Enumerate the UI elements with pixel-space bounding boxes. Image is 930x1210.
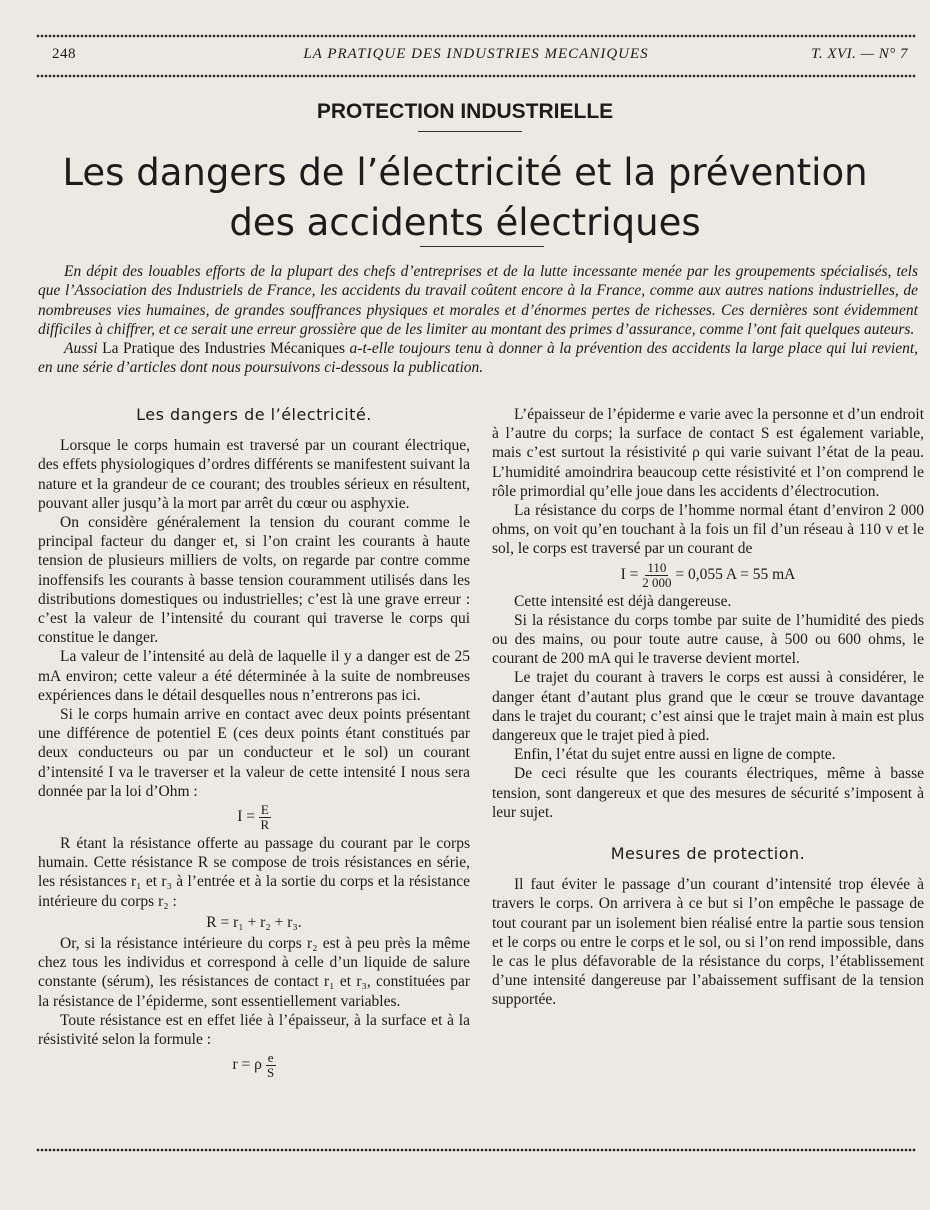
right-paragraph: L’épaisseur de l’épiderme e varie avec la personne et d’un endroit à l’autre du corps; la surface de contact S est également variable, mais c’est surtout la résistivité ρ qui varie suivant l’état de la peau. L’humidité amoindrira beaucoup cette résistivité et l’on comprend le rôle primordial qu’elle joue dans les accidents d’électrocution. (492, 406, 924, 500)
denominator: 2 000 (642, 574, 672, 590)
header-dotted-rule (36, 74, 916, 78)
numerator: e (267, 1050, 274, 1066)
running-header (36, 46, 916, 68)
section-label: PROTECTION INDUSTRIELLE (316, 100, 614, 123)
left-paragraph: Si le corps humain arrive en contact avec deux points présentant une différence de potentiel E (ces deux points étant constitués par deux conducteurs ou par un conducteur et le sol) un courant d’intensité I va le traverser et la valeur de cette intensité I nous sera donnée par la loi d’Ohm : (38, 706, 470, 800)
numerator: E (260, 802, 269, 818)
resistivity-formula (38, 1051, 470, 1080)
title-line-1: Les dangers de l’électricité et la prévention (62, 151, 868, 194)
title-underline (420, 246, 544, 247)
intro-paragraph-2 (38, 339, 918, 378)
right-heading: Mesures de protection. (610, 844, 806, 864)
intro-paragraph-1: En dépit des louables efforts de la plupart des chefs d’entreprises et de la lutte incessante menée par les groupements spécialisés, tels que l’Association des Industriels de France, les accidents du travail coûtent encore à la France, comme aux autres nations industrielles, de nombreuses vies humaines, de grandes souffrances physiques et morales et d’énormes pertes de richesses. Ces dernières sont évidemment difficiles à chiffrer, et ce serait une erreur grossière que de les limiter au montant des primes d’assurance, comme l’ont fait quelques auteurs. (38, 263, 918, 338)
resistance-sum-formula: R = r₁ + r₂ + r₃. (206, 913, 302, 931)
formula-lhs: I = (237, 808, 255, 826)
issue-number: T. XVI. — N° 7 (811, 46, 908, 62)
right-paragraph: Si la résistance du corps tombe par suite de l’humidité des pieds ou des mains, ou pour toute autre cause, à 500 ou 600 ohms, le courant de 200 mA qui le traverse devient mortel. (492, 611, 924, 668)
section-underline (418, 131, 522, 132)
intro-block (38, 262, 918, 378)
fraction (642, 561, 671, 590)
left-paragraph: La valeur de l’intensité au delà de laquelle il y a danger est de 25 mA environ; cette valeur a été déterminée à la suite de nombreuses expériences dans le détail desquelles nous n’entrerons pas ici. (38, 648, 470, 704)
right-paragraph: Enfin, l’état du sujet entre aussi en ligne de compte. (514, 746, 836, 764)
denominator: S (267, 1065, 275, 1081)
numerator: 110 (647, 559, 667, 575)
right-paragraph: De ceci résulte que les courants électriques, même à basse tension, sont dangereux et que des mesures de sécurité s’imposent à leur sujet. (492, 765, 924, 821)
left-paragraph: Toute résistance est en effet liée à l’épaisseur, à la surface et à la résistivité selon la formule : (38, 1011, 470, 1049)
top-dotted-rule (36, 34, 916, 38)
article-title (50, 148, 880, 248)
left-heading: Les dangers de l’électricité. (136, 405, 372, 424)
journal-title: LA PRATIQUE DES INDUSTRIES MECANIQUES (303, 46, 649, 62)
formula-lhs: I = (620, 565, 639, 583)
left-paragraph: Or, si la résistance intérieure du corps r₂ est à peu près la même chez tous les individus et correspond à celle d’un liquide de salure constante (sérum), les résistances de contact r₁ et r₃, constituées par la résistance de l’épiderme, sont essentiellement variables. (38, 935, 470, 1010)
intro-lead: Aussi (64, 340, 98, 358)
left-column (38, 405, 470, 1082)
journal-name: La Pratique des Industries Mécaniques (102, 340, 345, 358)
right-paragraph: La résistance du corps de l’homme normal étant d’environ 2 000 ohms, on voit qu’en touchant à la fois un fil d’un réseau à 110 v et le sol, le corps est traversé par un courant de (492, 502, 924, 558)
title-line-2: des accidents électriques (229, 201, 701, 244)
fraction (259, 803, 271, 832)
right-paragraph: Il faut éviter le passage d’un courant d’intensité trop élevée à travers le corps. On arrivera à ce but si l’on empêche le passage de tout courant par un isolement bien réalisé entre la partie sous tension et le corps ou entre le corps et le sol, ou si l’on rend impossible, dans le cas le plus défavorable de la résistance du corps, l’établissement d’une intensité dangereuse par l’abaissement suffisant de la tension supportée. (492, 876, 924, 1009)
formula-lhs: r = ρ (232, 1056, 262, 1074)
intro-rest: a-t-elle toujours tenu à donner à la prévention des accidents la large place qui lui revient, en une série d’articles dont nous poursuivons ci-dessous la publication. (38, 340, 919, 377)
formula-rhs: = 0,055 A = 55 mA (675, 565, 796, 583)
bottom-dotted-rule (36, 1148, 916, 1152)
denominator: R (260, 817, 270, 833)
spacer (492, 822, 924, 844)
left-paragraph: Lorsque le corps humain est traversé par un courant électrique, des effets physiologiques d’ordres différents se manifestent suivant la nature et la grandeur de ce courant; des troubles sérieux en résultent, pouvant aller jusqu’à la mort par arrêt du cœur ou asphyxie. (38, 437, 470, 512)
current-formula (492, 561, 924, 590)
fraction (266, 1051, 276, 1080)
left-paragraph: On considère généralement la tension du courant comme le principal facteur du danger et, si l’on craint les courants à haute tension de plusieurs milliers de volts, on regarde par contre comme inoffensifs les courants à basse tension couramment utilisés dans les distributions domestiques ou industrielles; c’est là une grave erreur : c’est la valeur de l’intensité du courant qui traverse le corps qui constitue le danger. (38, 514, 470, 647)
right-paragraph: Cette intensité est déjà dangereuse. (514, 592, 732, 610)
ohm-law-formula (38, 803, 470, 832)
right-column (492, 405, 924, 1010)
page-number: 248 (52, 46, 76, 62)
right-paragraph: Le trajet du courant à travers le corps est aussi à considérer, le danger étant d’autant plus grand que le cœur se trouve davantage dans le trajet du courant; c’est ainsi que le trajet main à main est plus dangereux que le trajet pied à pied. (492, 669, 924, 745)
left-paragraph: R étant la résistance offerte au passage du courant par le corps humain. Cette résistance R se compose de trois résistances en série, les résistances r₁ et r₃ à l’entrée et à la sortie du corps et la résistance intérieure du corps r₂ : (38, 835, 470, 910)
